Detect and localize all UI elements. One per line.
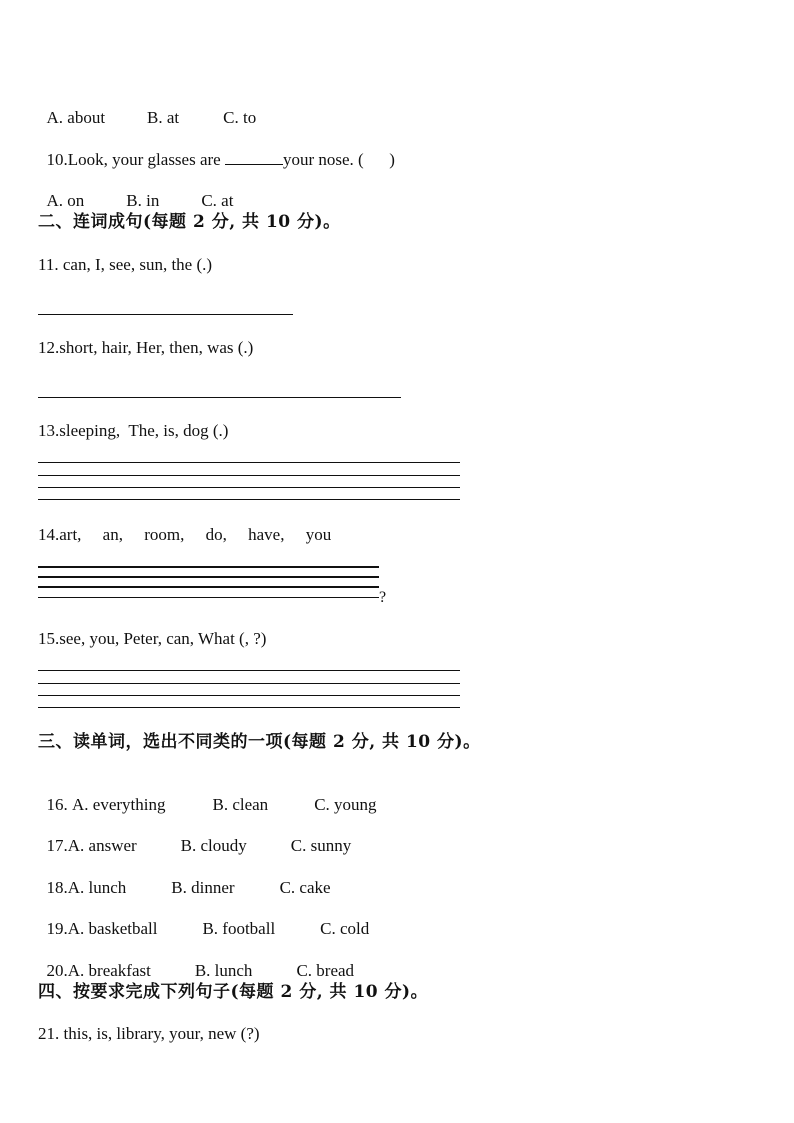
q17-option-a: A. answer xyxy=(67,836,137,855)
question-17 xyxy=(38,816,351,856)
question-15: 15.see, you, Peter, can, What (, ?) xyxy=(38,629,267,648)
q14-answer-line-1 xyxy=(38,566,379,568)
q9-option-b: B. at xyxy=(147,108,180,127)
q16-number: 16. xyxy=(46,795,72,814)
question-21: 21. this, is, library, your, new (?) xyxy=(38,1024,260,1043)
q18-option-c: C. cake xyxy=(279,878,331,897)
q14-answer-line-3 xyxy=(38,586,379,588)
q11-answer-line xyxy=(38,314,293,315)
q10-option-a: A. on xyxy=(46,191,85,210)
q16-option-a: A. everything xyxy=(72,795,166,814)
q14-answer-line-4 xyxy=(38,597,379,598)
question-16 xyxy=(38,775,377,815)
q10-text-after: your nose. ( ) xyxy=(282,150,395,169)
q12-answer-line xyxy=(38,397,401,398)
q19-option-b: B. football xyxy=(202,919,276,938)
q16-option-b: B. clean xyxy=(212,795,269,814)
q13-answer-line-2 xyxy=(38,475,460,476)
q14-question-mark: ? xyxy=(379,589,387,606)
q19-option-c: C. cold xyxy=(320,919,370,938)
q10-options xyxy=(38,171,233,211)
q18-number: 18. xyxy=(46,878,68,897)
question-18 xyxy=(38,858,331,898)
q14-answer-line-2 xyxy=(38,576,379,578)
question-19 xyxy=(38,899,369,939)
q15-answer-line-2 xyxy=(38,683,460,684)
q13-answer-line-3 xyxy=(38,487,460,488)
section-2-title: 二、连词成句(每题 2 分, 共 10 分)。 xyxy=(38,212,341,232)
q15-answer-line-1 xyxy=(38,670,460,671)
section-4-title: 四、按要求完成下列句子(每题 2 分, 共 10 分)。 xyxy=(38,982,429,1002)
q20-option-a: A. breakfast xyxy=(67,961,151,980)
q9-option-c: C. to xyxy=(223,108,257,127)
q17-number: 17. xyxy=(46,836,68,855)
q19-number: 19. xyxy=(46,919,68,938)
q16-option-c: C. young xyxy=(314,795,377,814)
q17-option-b: B. cloudy xyxy=(180,836,247,855)
question-14: 14.art, an, room, do, have, you xyxy=(38,525,332,544)
q13-answer-line-4 xyxy=(38,499,460,500)
q9-options xyxy=(38,88,256,128)
q18-option-a: A. lunch xyxy=(67,878,127,897)
question-10 xyxy=(38,130,395,170)
q10-text-before: 10.Look, your glasses are xyxy=(46,150,225,169)
q10-option-c: C. at xyxy=(201,191,234,210)
question-20 xyxy=(38,941,354,981)
q15-answer-line-3 xyxy=(38,695,460,696)
question-13: 13.sleeping, The, is, dog (.) xyxy=(38,421,229,440)
q20-option-b: B. lunch xyxy=(194,961,253,980)
q17-option-c: C. sunny xyxy=(290,836,352,855)
q15-answer-line-4 xyxy=(38,707,460,708)
question-11: 11. can, I, see, sun, the (.) xyxy=(38,255,213,274)
q13-answer-line-1 xyxy=(38,462,460,463)
question-12: 12.short, hair, Her, then, was (.) xyxy=(38,338,254,357)
q20-number: 20. xyxy=(46,961,68,980)
q10-option-b: B. in xyxy=(126,191,160,210)
q18-option-b: B. dinner xyxy=(171,878,235,897)
section-3-title: 三、读单词，选出不同类的一项(每题 2 分, 共 10 分)。 xyxy=(38,732,481,752)
q10-blank xyxy=(225,150,283,165)
q9-option-a: A. about xyxy=(46,108,106,127)
q19-option-a: A. basketball xyxy=(67,919,158,938)
q20-option-c: C. bread xyxy=(296,961,355,980)
